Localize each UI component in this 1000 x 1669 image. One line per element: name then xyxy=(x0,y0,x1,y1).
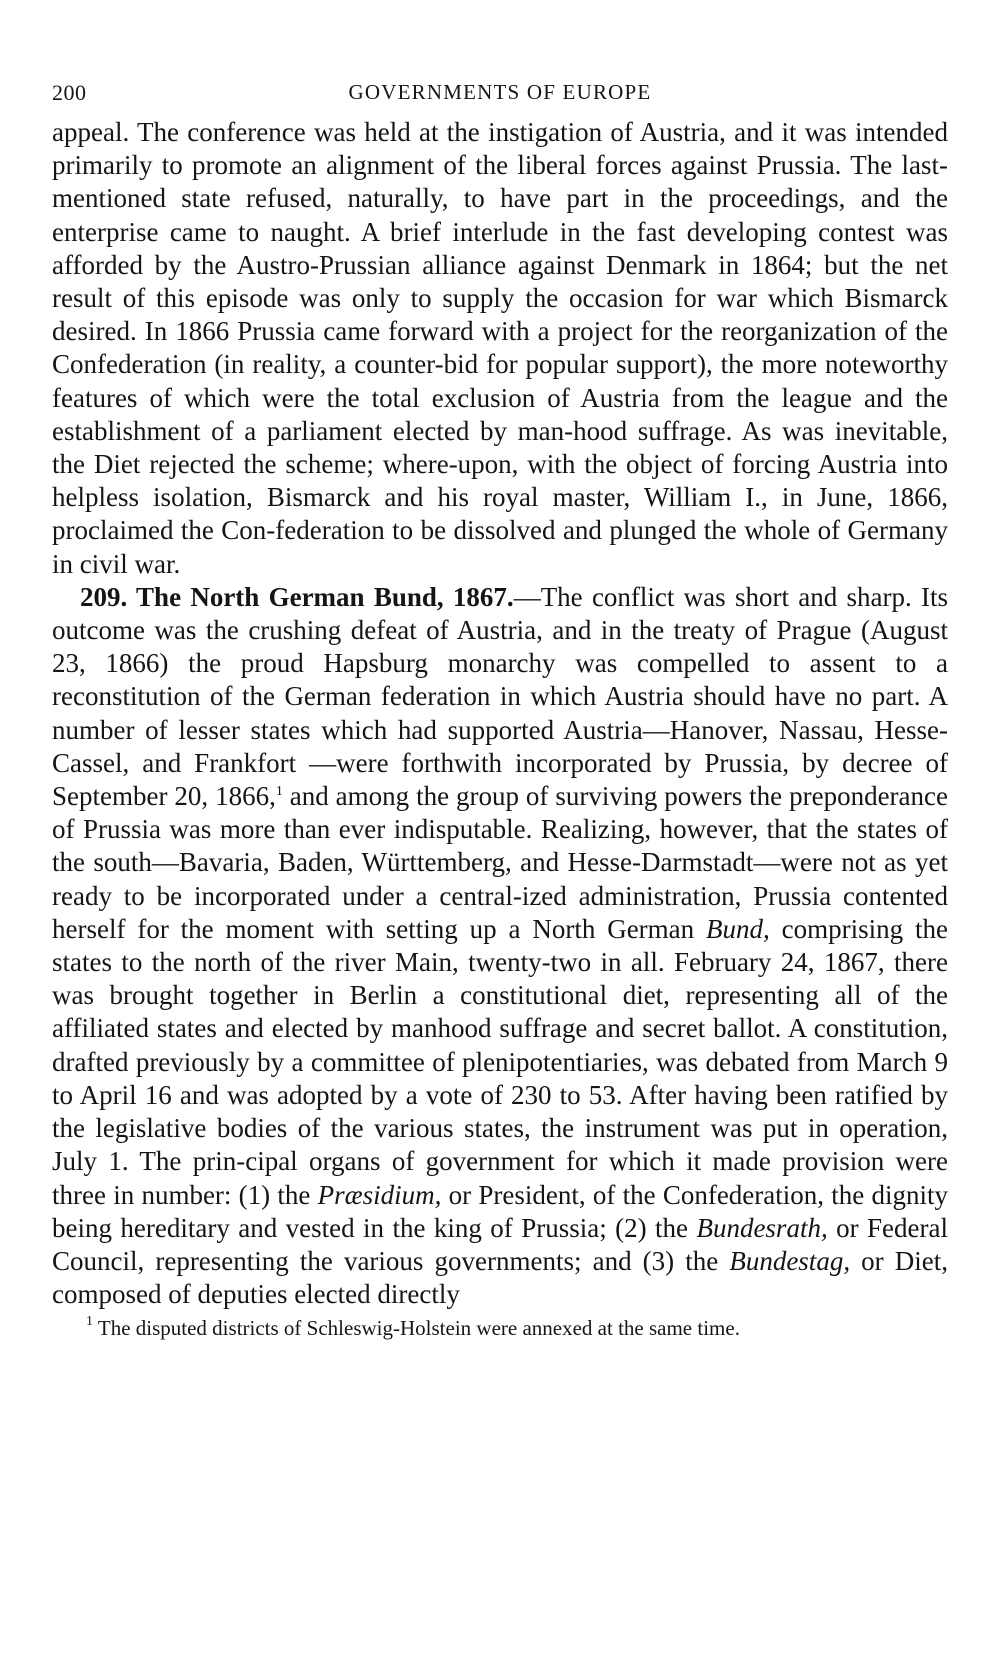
paragraph-2 xyxy=(52,581,948,1311)
footnote-marker: 1 xyxy=(86,1314,93,1330)
footnote-reference: 1 xyxy=(275,784,283,800)
page-number: 200 xyxy=(52,80,87,105)
paragraph-2-text-a: —The conflict was short and sharp. Its outcome was the crushing defeat of Austria, and in the treaty of Prague (August 23, 1866) the proud Hapsburg monarchy was compelled to assent to a reconstitution of the German federation in which Austria should have no part. A number of lesser states which had supported Austria—Hanover, Nassau, Hesse-Cassel, and Frankfort —were forthwith incorporated by Prussia, by decree of September 20, 1866, xyxy=(52,581,948,812)
paragraph-2-text-b: and among the group of surviving powers the preponderance of Prussia was more than ever indisputable. Realizing, however, that the states of the south—Bavaria, Baden, Württemberg, and Hesse-Darmstadt—were not as yet ready to be incorporated under a central-ized administration, Prussia contented herself for the moment with setting up a North German xyxy=(52,781,948,944)
book-page xyxy=(52,72,948,1341)
running-head xyxy=(52,72,948,116)
footnote-text: The disputed districts of Schleswig-Holstein were annexed at the same time. xyxy=(93,1316,740,1341)
paragraph-2-text-d: or President, of the Confederation, the dignity being hereditary and vested in the king of Prussia; (2) the xyxy=(52,1179,948,1243)
section-heading: 209. The North German Bund, 1867. xyxy=(80,581,514,612)
italic-praesidium: Præsidium, xyxy=(317,1179,442,1210)
footnote xyxy=(52,1315,948,1341)
paragraph-2-text-c: comprising the states to the north of the river Main, twenty-two in all. February 24, 1867, there was brought together in Berlin a constitutional diet, representing all of the affiliated states and elected by manhood suffrage and secret ballot. A constitution, drafted previously by a committee of plenipotentiaries, was debated from March 9 to April 16 and was adopted by a vote of 230 to 53. After having been ratified by the legislative bodies of the various states, the instrument was put in operation, July 1. The prin-cipal organs of government for which it made provision were three in number: (1) the xyxy=(52,913,948,1210)
body-text xyxy=(52,116,948,1311)
paragraph-2-text-f: or Diet, composed of deputies elected directly xyxy=(52,1245,948,1310)
running-title: GOVERNMENTS OF EUROPE xyxy=(348,80,652,104)
paragraph-1: appeal. The conference was held at the instigation of Austria, and it was intended primarily to promote an alignment of the liberal forces against Prussia. The last-mentioned state refused, naturally, to have part in the proceedings, and the enterprise came to naught. A brief interlude in the fast developing contest was afforded by the Austro-Prussian alliance against Denmark in 1864; but the net result of this episode was only to supply the occasion for war which Bismarck desired. In 1866 Prussia came forward with a project for the reorganization of the Confederation (in reality, a counter-bid for popular support), the more noteworthy features of which were the total exclusion of Austria from the league and the establishment of a parliament elected by man-hood suffrage. As was inevitable, the Diet rejected the scheme; where-upon, with the object of forcing Austria into helpless isolation, Bismarck and his royal master, William I., in June, 1866, proclaimed the Con-federation to be dissolved and plunged the whole of Germany in civil war. xyxy=(52,117,948,579)
italic-bund: Bund, xyxy=(706,913,770,944)
italic-bundestag: Bundestag, xyxy=(729,1245,851,1276)
paragraph-2-text-e: or Federal Council, representing the various governments; and (3) the xyxy=(52,1212,948,1276)
italic-bundesrath: Bundesrath, xyxy=(696,1212,828,1243)
